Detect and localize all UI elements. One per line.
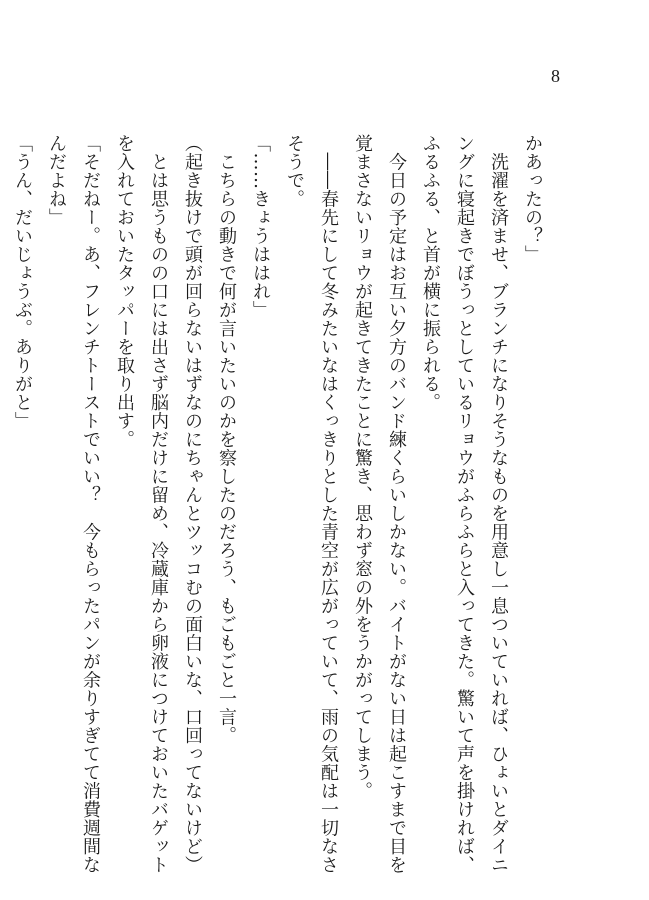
text-line: ふるふる、と首が横に振られる。 bbox=[420, 134, 441, 412]
text-line: んだよね」 bbox=[46, 134, 67, 227]
text-line: を入れておいたタッパーを取り出す。 bbox=[114, 134, 135, 449]
page-number: 8 bbox=[551, 66, 560, 86]
body-text bbox=[5, 134, 549, 874]
text-line: （起き抜けで頭が回らないはずなのにちゃんとツッコむの面白いな、口回ってないけど） bbox=[182, 134, 203, 874]
text-line: 覚まさないリョウが起きてきたことに驚き、思わず窓の外をうかがってしまう。 bbox=[352, 134, 373, 800]
text-line: そうで。 bbox=[284, 134, 305, 208]
text-line: こちらの動きで何が言いたいのかを察したのだろう、もごもごと一言。 bbox=[216, 134, 237, 745]
text-line: 「……きょうははれ」 bbox=[250, 134, 271, 319]
text-line: 今日の予定はお互い夕方のバンド練くらいしかない。バイトがない日は起こすまで目を bbox=[386, 134, 407, 874]
text-line: かあったの？」 bbox=[522, 134, 543, 264]
text-line: 「うん、だいじょうぶ。ありがと」 bbox=[12, 134, 33, 430]
text-line: とは思うものの口には出さず脳内だけに留め、冷蔵庫から卵液につけておいたバゲット bbox=[148, 134, 169, 874]
text-line: ――春先にして冬みたいなはくっきりとした青空が広がっていて、雨の気配は一切なさ bbox=[318, 134, 339, 874]
text-line: 「そだねー。あ、フレンチトーストでいい？ 今もらったパンが余りすぎてて消費週間な bbox=[80, 134, 101, 874]
text-line: ングに寝起きでぼうっとしているリョウがふらふらと入ってきた。驚いて声を掛ければ、 bbox=[454, 134, 475, 874]
text-line: 洗濯を済ませ、ブランチになりそうなものを用意し一息ついていれば、ひょいとダイニ bbox=[488, 134, 509, 874]
